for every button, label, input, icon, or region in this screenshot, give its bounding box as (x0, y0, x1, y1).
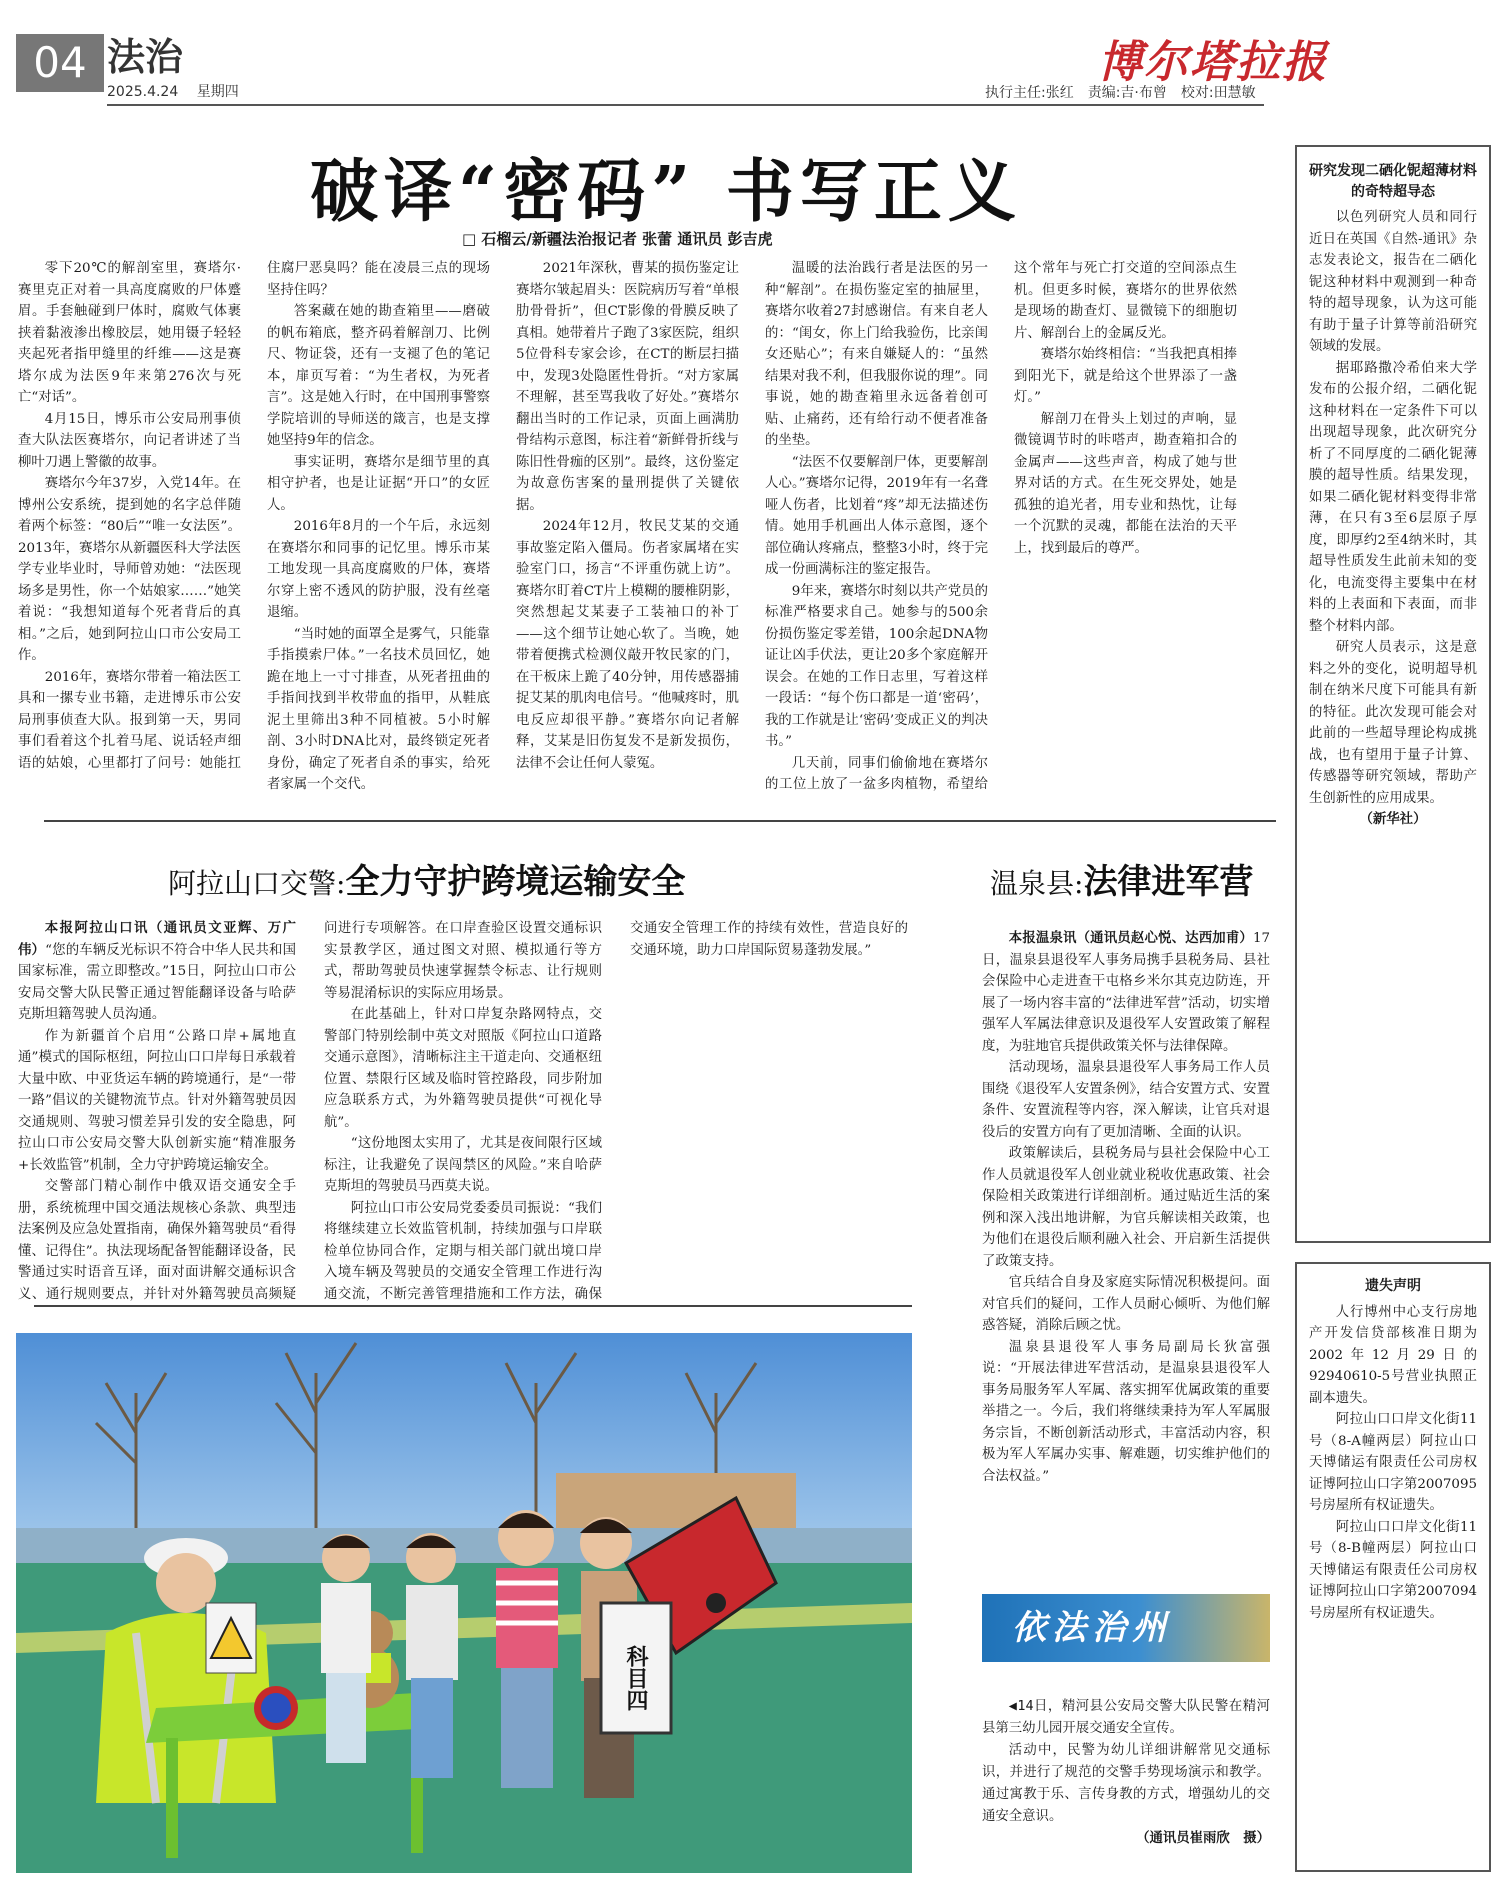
paragraph (982, 1057, 1270, 1143)
paragraph-text: 赛塔尔始终相信：“当我把真相捧到阳光下，就是给这个世界添了一盏灯。” (1014, 347, 1237, 405)
paragraph-text: “您的车辆反光标识不符合中华人民共和国国家标准，需立即整改。”15日，阿拉山口市公安局交警大队民警正通过智能翻译设备与哈萨克斯坦籍驾驶人员沟通。 (18, 942, 296, 1022)
paragraph-text: 阿拉山口口岸文化街11号（8-B幢两层）阿拉山口天博储运有限责任公司房权证博阿拉山口字第2007094号房屋所有权证遗失。 (1309, 1519, 1477, 1621)
paragraph (267, 516, 490, 624)
paragraph (324, 1133, 602, 1198)
paragraph (18, 1026, 296, 1177)
paragraph-text: 解剖刀在骨头上划过的声响，显微镜调节时的咔嗒声，勘查箱扣合的金属声——这些声音，构成了她与世界对话的方式。在生死交界处，她是孤独的追光者，用专业和热忱，让每一个沉默的灵魂，都能在法治的天平上，找到最后的尊严。 (1014, 411, 1237, 556)
photo-caption-body (982, 1696, 1270, 1828)
paragraph (267, 452, 490, 517)
traffic-safety-photo (16, 1333, 912, 1873)
wenquan-headline (990, 854, 1253, 903)
photo-divider (34, 1305, 912, 1307)
paragraph-text: 2016年，赛塔尔带着一箱法医工具和一摞专业书籍，走进博乐市公安局刑事侦查大队。报到第一天，男同事们看着这个扎着马尾、说话轻声细语的姑娘，心里都打了问号：她能扛住腐尸恶臭吗？能在凌晨三点的现场坚持住吗？ (18, 261, 490, 771)
paragraph-text: 官兵结合自身及家庭实际情况积极提问。面对官兵们的疑问，工作人员耐心倾听、为他们解惑答疑，消除后顾之忧。 (982, 1275, 1270, 1333)
section-title: 法治 (107, 35, 184, 79)
subject-four-sign (601, 1603, 671, 1733)
paragraph-text: 2024年12月，牧民艾某的交通事故鉴定陷入僵局。伤者家属堵在实验室门口，扬言“不评重伤就上访”。赛塔尔盯着CT片上模糊的腰椎阴影，突然想起艾某妻子工装袖口的补丁——这个细节让她心软了。当晚，她带着便携式检测仪敲开牧民家的门，在干板床上跪了40分钟，用传感器捕捉艾某的肌肉电信号。“他喊疼时，肌电反应却很平静。”赛塔尔向记者解释，艾某是旧伤复发不是新发损伤，法律不会让任何人蒙冤。 (516, 519, 739, 771)
paragraph (982, 1696, 1270, 1740)
paragraph-text: 2016年8月的一个午后，永远刻在赛塔尔和同事的记忆里。博乐市某工地发现一具高度腐败的尸体，赛塔尔穿上密不透风的防护服，没有丝毫退缩。 (267, 519, 490, 620)
paragraph (18, 473, 241, 667)
main-byline: □ 石榴云/新疆法治报记者 张蕾 通讯员 彭吉虎 (462, 230, 773, 248)
paragraph-text: 在此基础上，针对口岸复杂路网特点，交警部门特别绘制中英文对照版《阿拉山口道路交通示意图》，清晰标注主干道走向、交通枢纽位置、禁限行区域及临时管控路段，同步附加应急联系方式，为外籍驾驶员提供“可视化导航”。 (324, 1007, 602, 1130)
paragraph (765, 581, 988, 753)
paragraph (1309, 1517, 1477, 1625)
lost-notice (1295, 1262, 1491, 1872)
paragraph (324, 1004, 602, 1133)
publication-date (107, 81, 239, 101)
paragraph (18, 918, 296, 1026)
paragraph-text: 温暖的法治践行者是法医的另一种“解剖”。在损伤鉴定室的抽屉里，赛塔尔收着27封感谢信。有来自老人的：“闺女，你上门给我验伤，比亲闺女还贴心”；有来自嫌疑人的：“虽然结果对我不利，但我服你说的理”。同事说，她的勘查箱里永远备着创可贴、止痛药，还有给行动不便者准备的坐垫。 (765, 261, 988, 448)
paragraph-text: 作为新疆首个启用“公路口岸+属地直通”模式的国际枢纽，阿拉山口口岸每日承载着大量中欧、中亚货运车辆的跨境通行，是“一带一路”倡议的关键物流节点。针对外籍驾驶员因交通规则、驾驶习惯差异引发的安全隐患，阿拉山口市公安局交警大队创新实施“精准服务+长效监管”机制，全力守护跨境运输安全。 (18, 1028, 296, 1173)
sidebar-news-source: （新华社） (1359, 811, 1427, 827)
paragraph (982, 1272, 1270, 1337)
paragraph-text: 研究人员表示，这是意料之外的变化，说明超导机制在纳米尺度下可能具有新的特征。此次发现可能会对此前的一些超导理论构成挑战，也有望用于量子计算、传感器等研究领域，帮助产生创新性的应用成果。 (1309, 640, 1477, 806)
sidebar-news-title: 研究发现二硒化铌超薄材料的奇特超导态 (1309, 163, 1477, 200)
paragraph (1014, 409, 1237, 560)
paragraph-text: 赛塔尔今年37岁，入党14年。在博州公安系统，提到她的名字总伴随着两个标签：“80后”“唯一女法医”。2013年，赛塔尔从新疆医科大学法医学专业毕业时，导师曾劝她：“法医现场多是男性，你一个姑娘家……”她笑着说：“我想知道每个死者背后的真相。”之后，她到阿拉山口市公安局工作。 (18, 476, 241, 663)
paragraph-text: 交警部门精心制作中俄双语交通安全手册，系统梳理中国交通法规核心条款、典型违法案例及应急处置指南，确保外籍驾驶员“看得懂、记得住”。执法现场配备智能翻译设备，民警通过实时语音互译，面对面讲解交通标识含义、通行规则要点，并针对外籍驾驶员高频疑问进行专项解答。在口岸查验区设置交通标识实景教学区，通过图文对照、模拟通行等方式，帮助驾驶员快速掌握禁令标志、让行规则等易混淆标识的实际应用场景。 (18, 921, 602, 1302)
rule-by-law-banner: 依法治州 (982, 1594, 1270, 1662)
paragraph (1309, 1409, 1477, 1517)
header-rule (107, 104, 1264, 106)
alashankou-headline-lead: 阿拉山口交警: (168, 867, 346, 900)
warning-sign (206, 1603, 256, 1673)
paragraph-text: 温泉县退役军人事务局副局长狄富强说：“开展法律进军营活动，是温泉县退役军人事务局服务军人军属、落实拥军优属政策的重要举措之一。今后，我们将继续秉持为军人军属服务宗旨，不断创新活动形式，丰富活动内容，积极为军人军属办实事、解难题，切实维护他们的合法权益。” (982, 1339, 1270, 1484)
date: 2025.4.24 (107, 84, 179, 100)
paragraph-text: 答案藏在她的勘查箱里——磨破的帆布箱底，整齐码着解剖刀、比例尺、物证袋，还有一支褪了色的笔记本，扉页写着：“为生者权，为死者言”。这是她入行时，在中国刑事警察学院培训的导师送的箴言，也是支撑她坚持9年的信念。 (267, 304, 490, 448)
paragraph (982, 1143, 1270, 1272)
paragraph-text: 阿拉山口市公安局党委委员司振说：“我们将继续建立长效监管机制，持续加强与口岸联检单位协同合作，定期与相关部门就出境口岸入境车辆及驾驶员的交通安全管理工作进行沟通交流，不断完善管理措施和工作方法，确保交通安全管理工作的持续有效性，营造良好的交通环境，助力口岸国际贸易蓬勃发展。” (324, 921, 908, 1302)
wenquan-article-body (982, 928, 1270, 1588)
paragraph-text: “当时她的面罩全是雾气，只能靠手指摸索尸体。”一名技术员回忆，她跪在地上一寸寸排查，从死者扭曲的手指间找到半枚带血的指甲，从鞋底泥土里筛出3种不同植被。5小时解剖、3小时DNA比对，最终锁定死者身份，确定了死者自杀的事实，给死者家属一个交代。 (267, 626, 490, 792)
paragraph-text: 零下20℃的解剖室里，赛塔尔·赛里克正对着一具高度腐败的尸体蹙眉。手套触碰到尸体时，腐败气体裹挟着黏液渗出橡胶层，她用镊子轻轻夹起死者指甲缝里的纤维——这是赛塔尔成为法医9年来第276次与死亡“对话”。 (18, 261, 241, 405)
main-headline: 破译“密码” 书写正义 (310, 152, 1022, 232)
sidebar-news-body (1309, 207, 1477, 809)
paragraph-text: 据耶路撒冷希伯来大学发布的公报介绍，二硒化铌这种材料在一定条件下可以出现超导现象，此次研究分析了不同厚度的二硒化铌薄膜的超导性质。结果发现，如果二硒化铌材料变得非常薄，在只有3至6层原子厚度，即厚约2至4纳米时，其超导性质发生此前未知的变化，电流变得主要集中在材料的上表面和下表面，而非整个材料内部。 (1309, 360, 1477, 634)
dateline: 本报阿拉山口讯（通讯员文亚辉、万广伟） (18, 920, 296, 958)
paragraph (765, 452, 988, 581)
paragraph (982, 1740, 1270, 1828)
paragraph-text: 2021年深秋，曹某的损伤鉴定让赛塔尔皱起眉头：医院病历写着“单根肋骨骨折”，但CT影像的骨膜反映了真相。她带着片子跑了3家医院，组织5位骨科专家会诊，在CT的断层扫描中，发现3处隐匿性骨折。“对方家属不理解，甚至骂我收了好处。”赛塔尔翻出当时的工作记录，页面上画满肋骨结构示意图，标注着“新鲜骨折线与陈旧性骨痂的区别”。最终，这份鉴定为故意伤害案的量刑提供了关键依据。 (516, 261, 739, 513)
paragraph-text: 17日，温泉县退役军人事务局携手县税务局、县社会保险中心走进查干屯格乡米尔其克边防连，开展了一场内容丰富的“法律进军营”活动，切实增强军人军属法律意识及退役军人安置政策了解程度，为驻地官兵提供政策关怀与法律保障。 (982, 931, 1270, 1054)
paragraph-text: 事实证明，赛塔尔是细节里的真相守护者，也是让证据“开口”的女匠人。 (267, 454, 490, 513)
paragraph (1309, 1302, 1477, 1410)
main-article-body (18, 258, 1237, 798)
photo-credit: （通讯员崔雨欣 摄） (1136, 1831, 1270, 1846)
alashankou-headline (168, 854, 685, 903)
alashankou-headline-main: 全力守护跨境运输安全 (345, 862, 686, 902)
paragraph-text: 4月15日，博乐市公安局刑事侦查大队法医赛塔尔，向记者讲述了当柳叶刀遇上警徽的故事。 (18, 411, 241, 470)
editor-credits: 执行主任:张红 责编:吉·布曾 校对:田慧敏 (985, 85, 1256, 101)
paragraph-text: ◀14日，精河县公安局交警大队民警在精河县第三幼儿园开展交通安全宣传。 (982, 1699, 1270, 1736)
paragraph (267, 301, 490, 452)
paragraph-text: 几天前，同事们偷偷地在赛塔尔的工位上放了一盆多肉植物，希望给这个常年与死亡打交道的空间添点生机。但更多时候，赛塔尔的世界依然是现场的勘查灯、显微镜下的细胞切片、解剖台上的金属反光。 (765, 261, 1237, 792)
paragraph-text: 以色列研究人员和同行近日在英国《自然-通讯》杂志发表论文，报告在二硒化铌这种材料中观测到一种奇特的超导现象，认为这可能有助于量子计算等前沿研究领域的发展。 (1309, 210, 1477, 354)
paragraph (516, 516, 739, 774)
lost-notice-title: 遗失声明 (1365, 1278, 1421, 1294)
wenquan-headline-lead: 温泉县: (990, 867, 1084, 900)
page-number: 04 (16, 34, 104, 92)
paragraph-text: “这份地图太实用了，尤其是夜间限行区域标注，让我避免了误闯禁区的风险。”来自哈萨克斯坦的驾驶员马西莫夫说。 (324, 1136, 602, 1194)
paragraph-text: 活动现场，温泉县退役军人事务局工作人员围绕《退役军人安置条例》，结合安置方式、安置条件、安置流程等内容，深入解读，让官兵对退役后的安置方向有了更加清晰、全面的认识。 (982, 1060, 1270, 1140)
paragraph-text: 阿拉山口口岸文化街11号（8-A幢两层）阿拉山口天博储运有限责任公司房权证博阿拉山口字第2007095号房屋所有权证遗失。 (1309, 1412, 1477, 1513)
paragraph (1309, 358, 1477, 638)
weekday: 星期四 (196, 84, 239, 100)
paragraph (1014, 344, 1237, 409)
paragraph (267, 624, 490, 796)
paragraph (1309, 207, 1477, 358)
section-divider (44, 820, 1276, 822)
paragraph (18, 409, 241, 474)
paragraph (18, 258, 241, 409)
paragraph-text: “法医不仅要解剖尸体，更要解剖人心。”赛塔尔记得，2019年有一名聋哑人伤者，比划着“疼”却无法描述伤情。她用手机画出人体示意图，逐个部位确认疼痛点，整整3小时，终于完成一份画满标注的鉴定报告。 (765, 454, 988, 577)
wenquan-headline-main: 法律进军营 (1083, 862, 1254, 902)
sidebar-news (1295, 145, 1491, 1243)
paragraph (982, 928, 1270, 1057)
photo-caption (982, 1696, 1270, 1850)
paragraph-text: 活动中，民警为幼儿详细讲解常见交通标识，并进行了规范的交警手势现场演示和教学。通过寓教于乐、言传身教的方式，增强幼儿的交通安全意识。 (982, 1743, 1270, 1824)
paragraph (765, 258, 988, 452)
paragraph (516, 258, 739, 516)
paragraph-text: 9年来，赛塔尔时刻以共产党员的标准严格要求自己。她参与的500余份损伤鉴定零差错，100余起DNA物证让凶手伏法，更让20多个家庭解开误会。在她的工作日志里，写着这样一段话：“每个伤口都是一道‘密码’，我的工作就是让‘密码’变成正义的判决书。” (765, 583, 988, 749)
photo-illustration (16, 1333, 912, 1873)
paragraph-text: 政策解读后，县税务局与县社会保险中心工作人员就退役军人创业就业税收优惠政策、社会保险相关政策进行详细剖析。通过贴近生活的案例和深入浅出地讲解，为官兵解读相关政策，也为他们在退役后顺利融入社会、开启新生活提供了政策支持。 (982, 1146, 1270, 1269)
dateline: 本报温泉讯（通讯员赵心悦、达西加甫） (1008, 930, 1253, 946)
paragraph (1309, 637, 1477, 809)
masthead-logo: 博尔塔拉报 (1098, 37, 1328, 88)
paragraph (982, 1337, 1270, 1488)
alashankou-article-body (18, 918, 908, 1318)
subject-four-text: 科目四 (623, 1645, 649, 1711)
lost-notice-body (1309, 1302, 1477, 1625)
paragraph-text: 人行博州中心支行房地产开发信贷部核准日期为2002年12月29日的92940610-5号营业执照正副本遗失。 (1309, 1304, 1477, 1406)
